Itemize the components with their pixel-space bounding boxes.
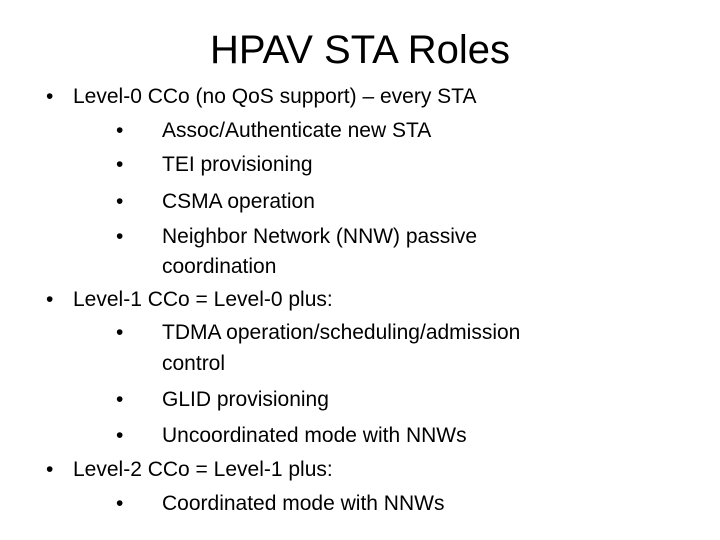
bullet-text: GLID provisioning xyxy=(162,388,329,411)
bullet-text: Assoc/Authenticate new STA xyxy=(162,119,432,142)
bullet-text: CSMA operation xyxy=(162,190,315,213)
bullet-marker: • xyxy=(116,119,124,142)
bullet-text: Level-1 CCo = Level-0 plus: xyxy=(73,288,333,311)
bullet-marker: • xyxy=(116,190,124,213)
bullet-text: Level-2 CCo = Level-1 plus: xyxy=(73,458,333,481)
bullet-text: Level-0 CCo (no QoS support) – every STA xyxy=(73,85,477,108)
bullet-marker: • xyxy=(46,85,54,108)
bullet-marker: • xyxy=(116,492,124,515)
bullet-marker: • xyxy=(46,288,54,311)
slide-title: HPAV STA Roles xyxy=(209,28,511,72)
bullet-marker: • xyxy=(116,388,124,411)
bullet-marker: • xyxy=(116,153,124,176)
bullet-text: TEI provisioning xyxy=(162,153,313,176)
bullet-marker: • xyxy=(46,458,54,481)
bullet-marker: • xyxy=(116,321,124,344)
bullet-text-continuation: coordination xyxy=(162,255,277,278)
bullet-text-continuation: control xyxy=(162,352,226,375)
bullet-text: TDMA operation/scheduling/admission xyxy=(162,321,521,344)
bullet-text: Uncoordinated mode with NNWs xyxy=(162,424,467,447)
bullet-text: Coordinated mode with NNWs xyxy=(162,492,445,515)
bullet-marker: • xyxy=(116,225,124,248)
bullet-text: Neighbor Network (NNW) passive xyxy=(162,225,478,248)
bullet-marker: • xyxy=(116,424,124,447)
